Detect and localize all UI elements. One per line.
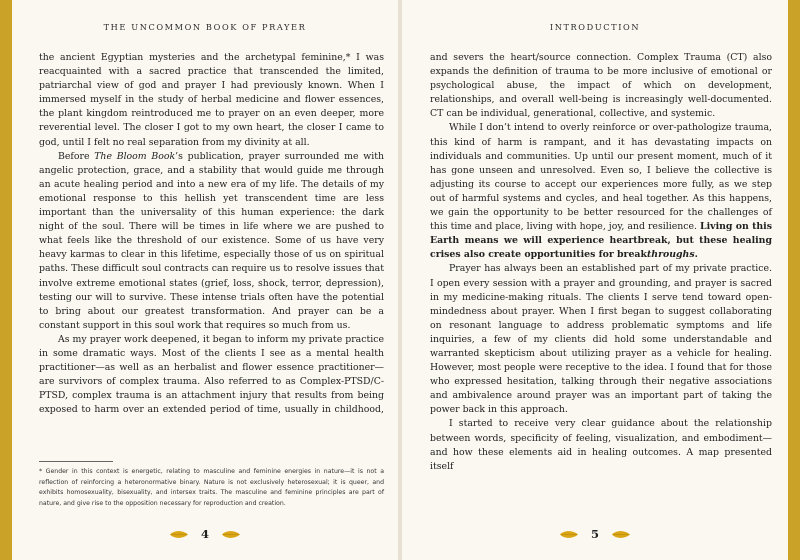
right-paragraph-1: and severs the heart/source connection. Complex Trauma (CT) also expands the definition of trauma to be more inclusive of emotional or psychological abuse, the impact of which on development, relationships, and overall well-being is increasingly well-documented. CT can be individual, generational, collective, and systemic. (430, 52, 772, 120)
left-paragraph-2-start: Before (58, 150, 95, 162)
left-paragraph-3: As my prayer work deepened, it began to inform my private practice in some dramatic ways. Most of the clients I see as a mental health practitioner—as well as an herbalist and flower essence practitioner—are survivors of complex trauma. Also referred to as Complex-PTSD/C-PTSD, complex trauma is an attachment injury that results from being exposed to harm over an extended period of time, usually in childhood, (39, 333, 384, 416)
golden-leaf-icon (611, 530, 631, 539)
right-body-text (430, 51, 772, 474)
left-paragraph-1: the ancient Egyptian mysteries and the archetypal feminine,* I was reacquainted with a sacred practice that transcended the limited, patriarchal view of god and prayer I had previously known. When I immersed myself in the study of herbal medicine and flower essences, the plant kingdom reintroduced me to prayer on an even deeper, more reverential level. The closer I got to my own heart, the closer I came to god, until I felt no real separation from my divinity at all. (39, 52, 384, 148)
footnote-divider (39, 461, 113, 462)
left-paragraph-2-rest: ’s publication, prayer surrounded me with angelic protection, grace, and a stability that would guide me through an acute healing period and into a new era of my life. The details of my emotional response to this hellish yet transcendent time are less important than the universality of this human experience: the dark night of the soul. There will be times in life where we are pushed to what feels like the threshold of our existence. Some of us have very heavy karmas to clear in this lifetime, especially those of us on spiritual paths. These difficult soul contracts can require us to resolve issues that involve extreme emotional states (grief, loss, shock, terror, depression), testing our will to survive. These intense trials often have the potential to bring about our greatest transformation. And prayer can be a constant support in this soul work that requires so much from us. (39, 150, 384, 331)
footnote: * Gender in this context is energetic, relating to masculine and feminine energies in nature—it is not a reflection of reinforcing a heteronormative binary. Nature is not exclusively heterosexual; it is queer, and exhibits homosexuality, bisexuality, and intersex traits. The masculine and feminine principles are part of nature, and give rise to the opposition necessary for reproduction and creation. (39, 468, 384, 507)
bold-emphasis-text: Living on this Earth means we will experience heartbreak, but these healing crises also create opportunities for break (430, 221, 772, 261)
left-page (12, 0, 398, 560)
book-title-italic: The Bloom Book (94, 150, 176, 162)
golden-leaf-icon (221, 530, 241, 539)
page-number-right: 5 (590, 527, 599, 541)
left-body-text (39, 51, 384, 417)
right-paragraph-3: Prayer has always been an established part of my private practice. I open every session with a prayer and grounding, and prayer is sacred in my medicine-making rituals. The clients I serve tend toward open-mindedness about prayer. When I first began to suggest collaborating on resonant language to address problematic symptoms and life inquiries, a few of my clients did hold some understandable and warranted skepticism about utilizing prayer as a vehicle for healing. However, most people were receptive to the idea. I found that for those who expressed hesitation, talking through their negative associations and ambivalence around prayer was an important part of taking the power back in this approach. (430, 263, 772, 416)
folio-right (402, 527, 788, 541)
folio-left (12, 527, 398, 541)
page-number-left: 4 (200, 527, 209, 541)
golden-leaf-icon (169, 530, 189, 539)
right-paragraph-2-text: While I don’t intend to overly reinforce or over-pathologize trauma, this kind of harm is rampant, and it has devastating impacts on individuals and communities. Up until our present moment, much of it has gone unseen and unresolved. Even so, I believe the collective is adjusting its course to accept our experiences more fully, as we step out of harmful systems and cycles, and heal together. As this happens, we gain the opportunity to be better resourced for the challenges of this time and place, living with hope, joy, and resilience. (430, 122, 772, 233)
left-paragraph-2 (39, 150, 384, 333)
right-paragraph-4: I started to receive very clear guidance about the relationship between words, specificity of feeling, visualization, and embodiment—and how these elements aid in healing outcomes. A map presented itself (430, 418, 772, 472)
bold-emphasis-end: . (694, 249, 698, 261)
running-head-left: THE UNCOMMON BOOK OF PRAYER (103, 22, 307, 32)
golden-leaf-icon (559, 530, 579, 539)
right-paragraph-2 (430, 121, 772, 262)
bold-italic-emphasis: throughs (646, 249, 695, 261)
right-page (402, 0, 788, 560)
running-head-right: INTRODUCTION (549, 22, 641, 32)
